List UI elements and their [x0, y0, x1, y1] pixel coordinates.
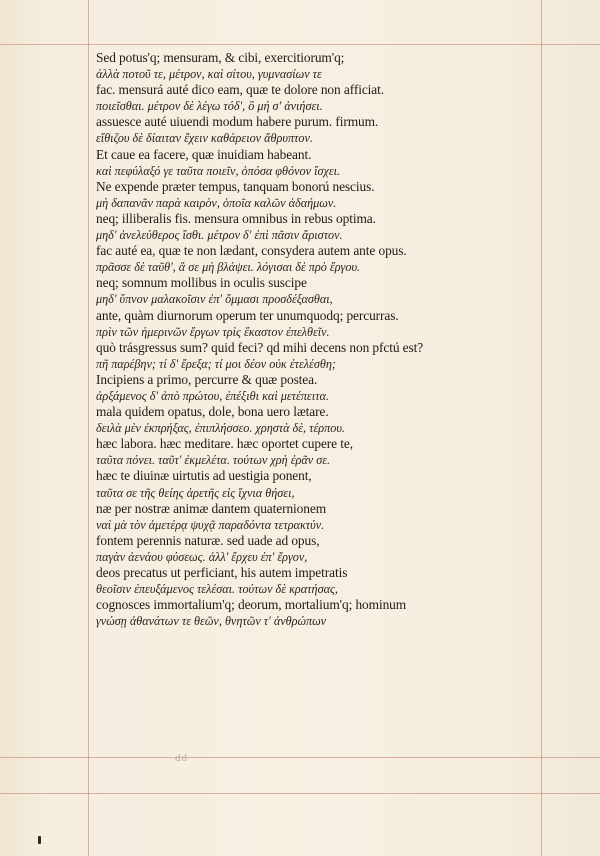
- greek-line: παγὰν ἀενάου φύσεως. ἀλλ' ἔρχευ ἐπ' ἔργον,: [96, 549, 308, 564]
- greek-line: δειλὰ μὲν ἐκπρήξας, ἐπιπλήσσεο. χρηστὰ δὲ, τέρπου.: [96, 421, 345, 436]
- ruling-line-bottom: [0, 757, 600, 758]
- ruling-line-right: [541, 0, 542, 856]
- greek-line: ταῦτα σε τῆς θείης ἀρετῆς εἰς ἴχνια θήσει,: [96, 485, 295, 500]
- latin-line: cognosces immortalium'q; deorum, mortalium'q; hominum: [96, 597, 407, 613]
- latin-line: assuesce auté uiuendi modum habere purum. firmum.: [96, 114, 379, 130]
- latin-line: fontem perennis naturæ. sed uade ad opus,: [96, 532, 320, 548]
- greek-line: μηδ' ὕπνον μαλακοῖσιν ἐπ' ὄμμασι προσδέξασθαι,: [96, 292, 333, 307]
- ruling-line-top: [0, 44, 600, 45]
- greek-line: εἴθιζου δὲ δίαιταν ἔχειν καθάρειον ἄθρυπτον.: [96, 131, 313, 146]
- latin-line: fac auté ea, quæ te non lædant, consydera autem ante opus.: [96, 243, 407, 259]
- greek-line: μηδ' ἀνελεύθερος ἴσθι. μέτρον δ' ἐπὶ πᾶσιν ἄριστον.: [96, 228, 343, 243]
- signature-mark: dd: [175, 752, 188, 764]
- latin-line: mala quidem opatus, dole, bona uero lætare.: [96, 404, 329, 420]
- greek-line: ναὶ μὰ τὸν ἀμετέρᾳ ψυχᾷ παραδόντα τετρακτύν.: [96, 517, 325, 532]
- greek-line: θεοῖσιν ἐπευξάμενος τελέσαι. τούτων δὲ κρατήσας,: [96, 582, 338, 597]
- greek-line: καὶ πεφύλαξό γε ταῦτα ποιεῖν, ὁπόσα φθόνον ἴσχει.: [96, 163, 341, 178]
- text-block: [96, 50, 534, 629]
- latin-line: neq; somnum mollibus in oculis suscipe: [96, 275, 307, 291]
- latin-line: fac. mensurá auté dico eam, quæ te dolore non afficiat.: [96, 82, 384, 98]
- latin-line: Ne expende præter tempus, tanquam bonorú nescius.: [96, 178, 375, 194]
- latin-line: ante, quàm diurnorum operum ter unumquodq; percurras.: [96, 307, 399, 323]
- ink-speck: [38, 836, 41, 844]
- greek-line: ποιεῖσθαι. μέτρον δὲ λέγω τόδ', ὃ μή σ' ἀνιήσει.: [96, 99, 323, 114]
- ruling-line-left: [88, 0, 89, 856]
- latin-line: deos precatus ut perficiant, his autem impetratis: [96, 565, 348, 580]
- latin-line: næ per nostræ animæ dantem quaternionem: [96, 500, 327, 516]
- latin-line: Et caue ea facere, quæ inuidiam habeant.: [96, 146, 312, 162]
- latin-line: Sed potus'q; mensuram, & cibi, exercitiorum'q;: [96, 50, 345, 65]
- latin-line: Incipiens a primo, percurre & quæ postea.: [96, 371, 318, 387]
- greek-line: μὴ δαπανᾶν παρὰ καιρὸν, ὁποῖα καλῶν ἀδαήμων.: [96, 195, 337, 210]
- greek-line: ταῦτα πόνει. ταῦτ' ἐκμελέτα. τούτων χρὴ ἐρᾶν σε.: [96, 453, 331, 468]
- latin-line: neq; illiberalis fis. mensura omnibus in rebus optima.: [96, 210, 376, 226]
- greek-line: ἀλλὰ ποτοῦ τε, μέτρον, καὶ σίτου, γυμνασίων τε: [96, 67, 322, 82]
- greek-line: πρᾶσσε δὲ ταῦθ', ἅ σε μὴ βλάψει. λόγισαι δὲ πρὸ ἔργου.: [96, 260, 361, 275]
- greek-line: γνώσῃ ἀθανάτων τε θεῶν, θνητῶν τ' ἀνθρώπων: [96, 614, 327, 629]
- ruling-line-lower: [0, 793, 600, 794]
- greek-line: ἀρξάμενος δ' ἀπὸ πρώτου, ἐπέξιθι καὶ μετέπειτα.: [96, 388, 329, 403]
- greek-line: πρὶν τῶν ἡμερινῶν ἔργων τρὶς ἕκαστον ἐπελθεῖν.: [96, 324, 330, 339]
- greek-line: πῆ παρέβην; τί δ' ἔρεξα; τί μοι δέον οὐκ ἐτελέσθη;: [96, 356, 336, 371]
- latin-line: quò trásgressus sum? quid feci? qd mihi decens non pfctú est?: [96, 339, 424, 355]
- latin-line: hæc te diuinæ uirtutis ad uestigia ponent,: [96, 468, 312, 484]
- latin-line: hæc labora. hæc meditare. hæc oportet cupere te,: [96, 436, 353, 452]
